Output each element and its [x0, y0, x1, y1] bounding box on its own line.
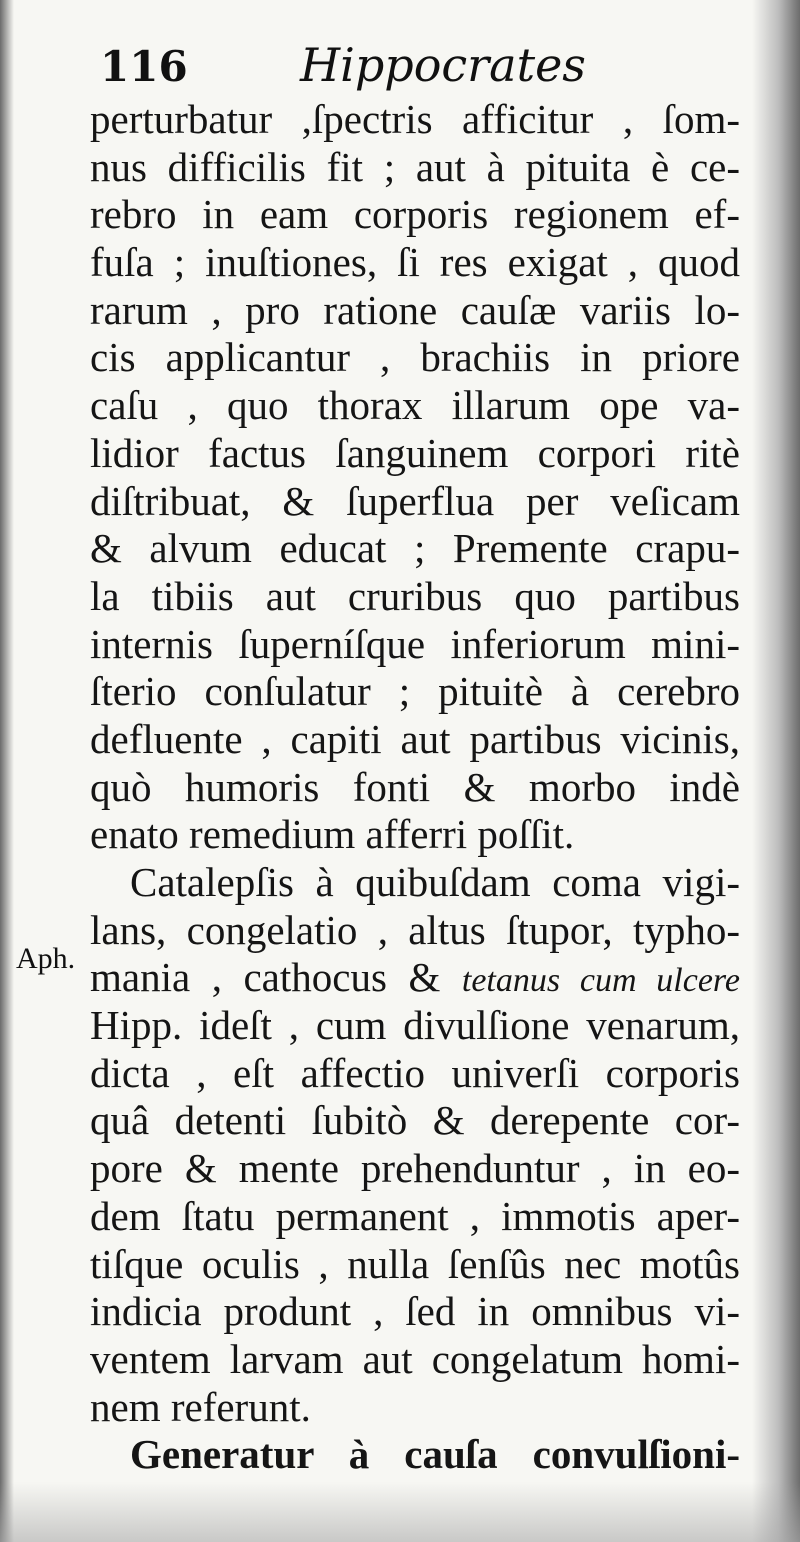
text-line: quò humoris fonti & morbo indè [90, 763, 740, 810]
margin-note: Aph. [16, 942, 76, 975]
text-line: pore & mente prehenduntur , in eo- [90, 1145, 740, 1192]
text-line: tiſque oculis , nulla ſenſûs nec motûs [90, 1240, 740, 1287]
text-line: indicia produnt , ſed in omnibus vi- [90, 1288, 740, 1335]
text-line: ſterio conſulatur ; pituitè à cerebro [90, 668, 740, 715]
text-line: Generatur à cauſa convulſioni- [130, 1431, 740, 1478]
page-edge-bottom [0, 1482, 800, 1542]
text-line: dem ſtatu permanent , immotis aper- [90, 1192, 740, 1239]
text-line: rebro in eam corporis regionem ef- [90, 191, 740, 238]
body-text [90, 96, 740, 1479]
text-line: nem referunt. [90, 1383, 311, 1430]
text-line: perturbatur ,ſpectris afficitur , ſom- [90, 96, 740, 142]
text-line: caſu , quo thorax illarum ope va- [90, 382, 740, 429]
text-line: Catalepſis à quibuſdam coma vigi- [130, 859, 740, 905]
text-line: & alvum educat ; Premente crapu- [90, 525, 740, 572]
text-line: ventem larvam aut congelatum homi- [90, 1335, 740, 1382]
page-edge-right [752, 0, 800, 1542]
text-line: quâ detenti ſubitò & derepente cor- [90, 1097, 740, 1144]
text-segment: mania , cathocus & [90, 954, 462, 1001]
page-edge-left [0, 0, 14, 1542]
running-head [90, 38, 740, 98]
text-line-with-italic [90, 954, 740, 1002]
text-line: lidior factus ſanguinem corpori ritè [90, 429, 740, 476]
text-line: enato remedium afferri poſſit. [90, 811, 575, 858]
text-line: dicta , eſt affectio univerſi corporis [90, 1049, 740, 1096]
text-line: lans, congelatio , altus ſtupor, typho- [90, 906, 740, 953]
page-number: 116 [100, 42, 188, 91]
text-line: diſtribuat, & ſuperflua per veſicam [90, 477, 740, 524]
running-title: Hippocrates [300, 38, 586, 92]
text-line: cis applicantur , brachiis in priore [90, 334, 740, 381]
text-line: rarum , pro ratione cauſæ variis lo- [90, 286, 740, 333]
text-line: Hipp. ideſt , cum divulſione venarum, [90, 1002, 740, 1049]
text-line: nus difficilis fit ; aut à pituita è ce- [90, 143, 740, 190]
text-line: la tibiis aut cruribus quo partibus [90, 572, 740, 619]
text-line: defluente , capiti aut partibus vicinis, [90, 715, 740, 762]
text-line: internis ſuperníſque inferiorum mini- [90, 620, 740, 667]
text-line: fuſa ; inuſtiones, ſi res exigat , quod [90, 239, 740, 286]
italic-phrase: tetanus cum ulcere [461, 962, 740, 1000]
